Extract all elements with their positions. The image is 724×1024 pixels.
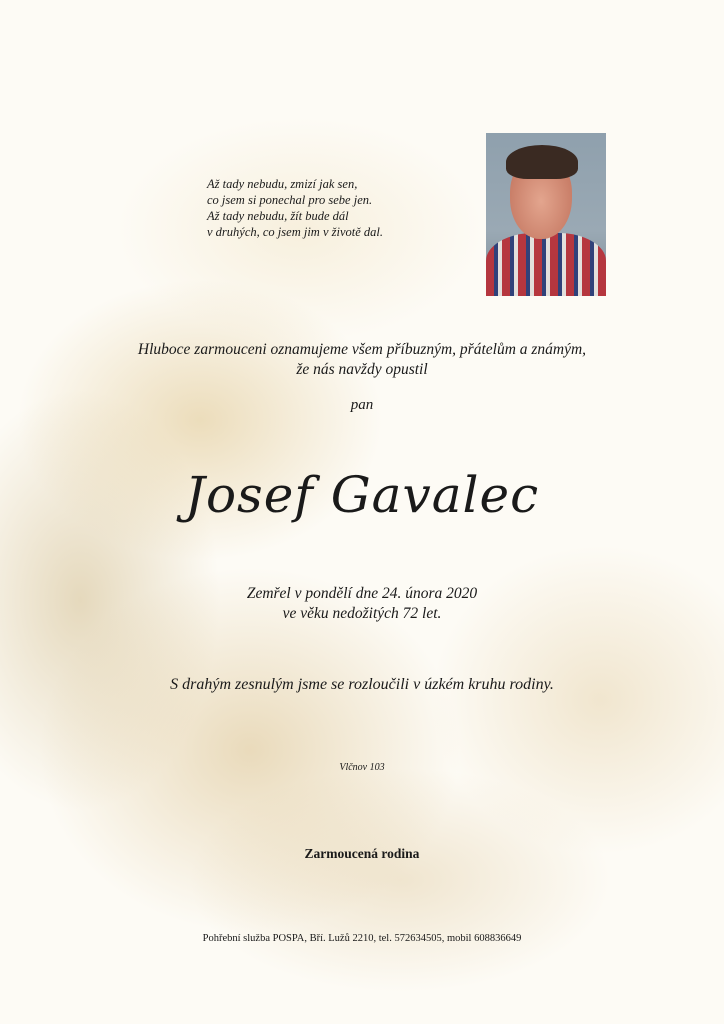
- address: Vlčnov 103: [339, 762, 385, 773]
- poem-line: Až tady nebudu, zmizí jak sen,: [207, 177, 358, 191]
- announcement-line: že nás navždy opustil: [296, 361, 428, 378]
- poem-line: v druhých, co jsem jim v životě dal.: [207, 225, 383, 239]
- announcement: [0, 340, 724, 380]
- death-info: [0, 584, 724, 624]
- farewell: S drahým zesnulým jsme se rozloučili v úzkém kruhu rodiny.: [170, 676, 554, 693]
- poem-line: Až tady nebudu, žít bude dál: [207, 209, 349, 223]
- death-date: Zemřel v pondělí dne 24. února 2020: [246, 585, 478, 602]
- footer: Pohřební služba POSPA, Bří. Lužů 2210, tel. 572634505, mobil 608836649: [202, 933, 522, 944]
- poem: [207, 176, 383, 240]
- signature: Zarmoucená rodina: [304, 846, 420, 861]
- announcement-line: Hluboce zarmouceni oznamujeme všem příbuzným, přátelům a známým,: [137, 341, 587, 358]
- poem-line: co jsem si ponechal pro sebe jen.: [207, 193, 373, 207]
- deceased-name: Josef Gavalec: [184, 466, 540, 524]
- portrait-photo: [486, 133, 606, 296]
- death-age: ve věku nedožitých 72 let.: [282, 605, 442, 622]
- title: pan: [350, 397, 374, 413]
